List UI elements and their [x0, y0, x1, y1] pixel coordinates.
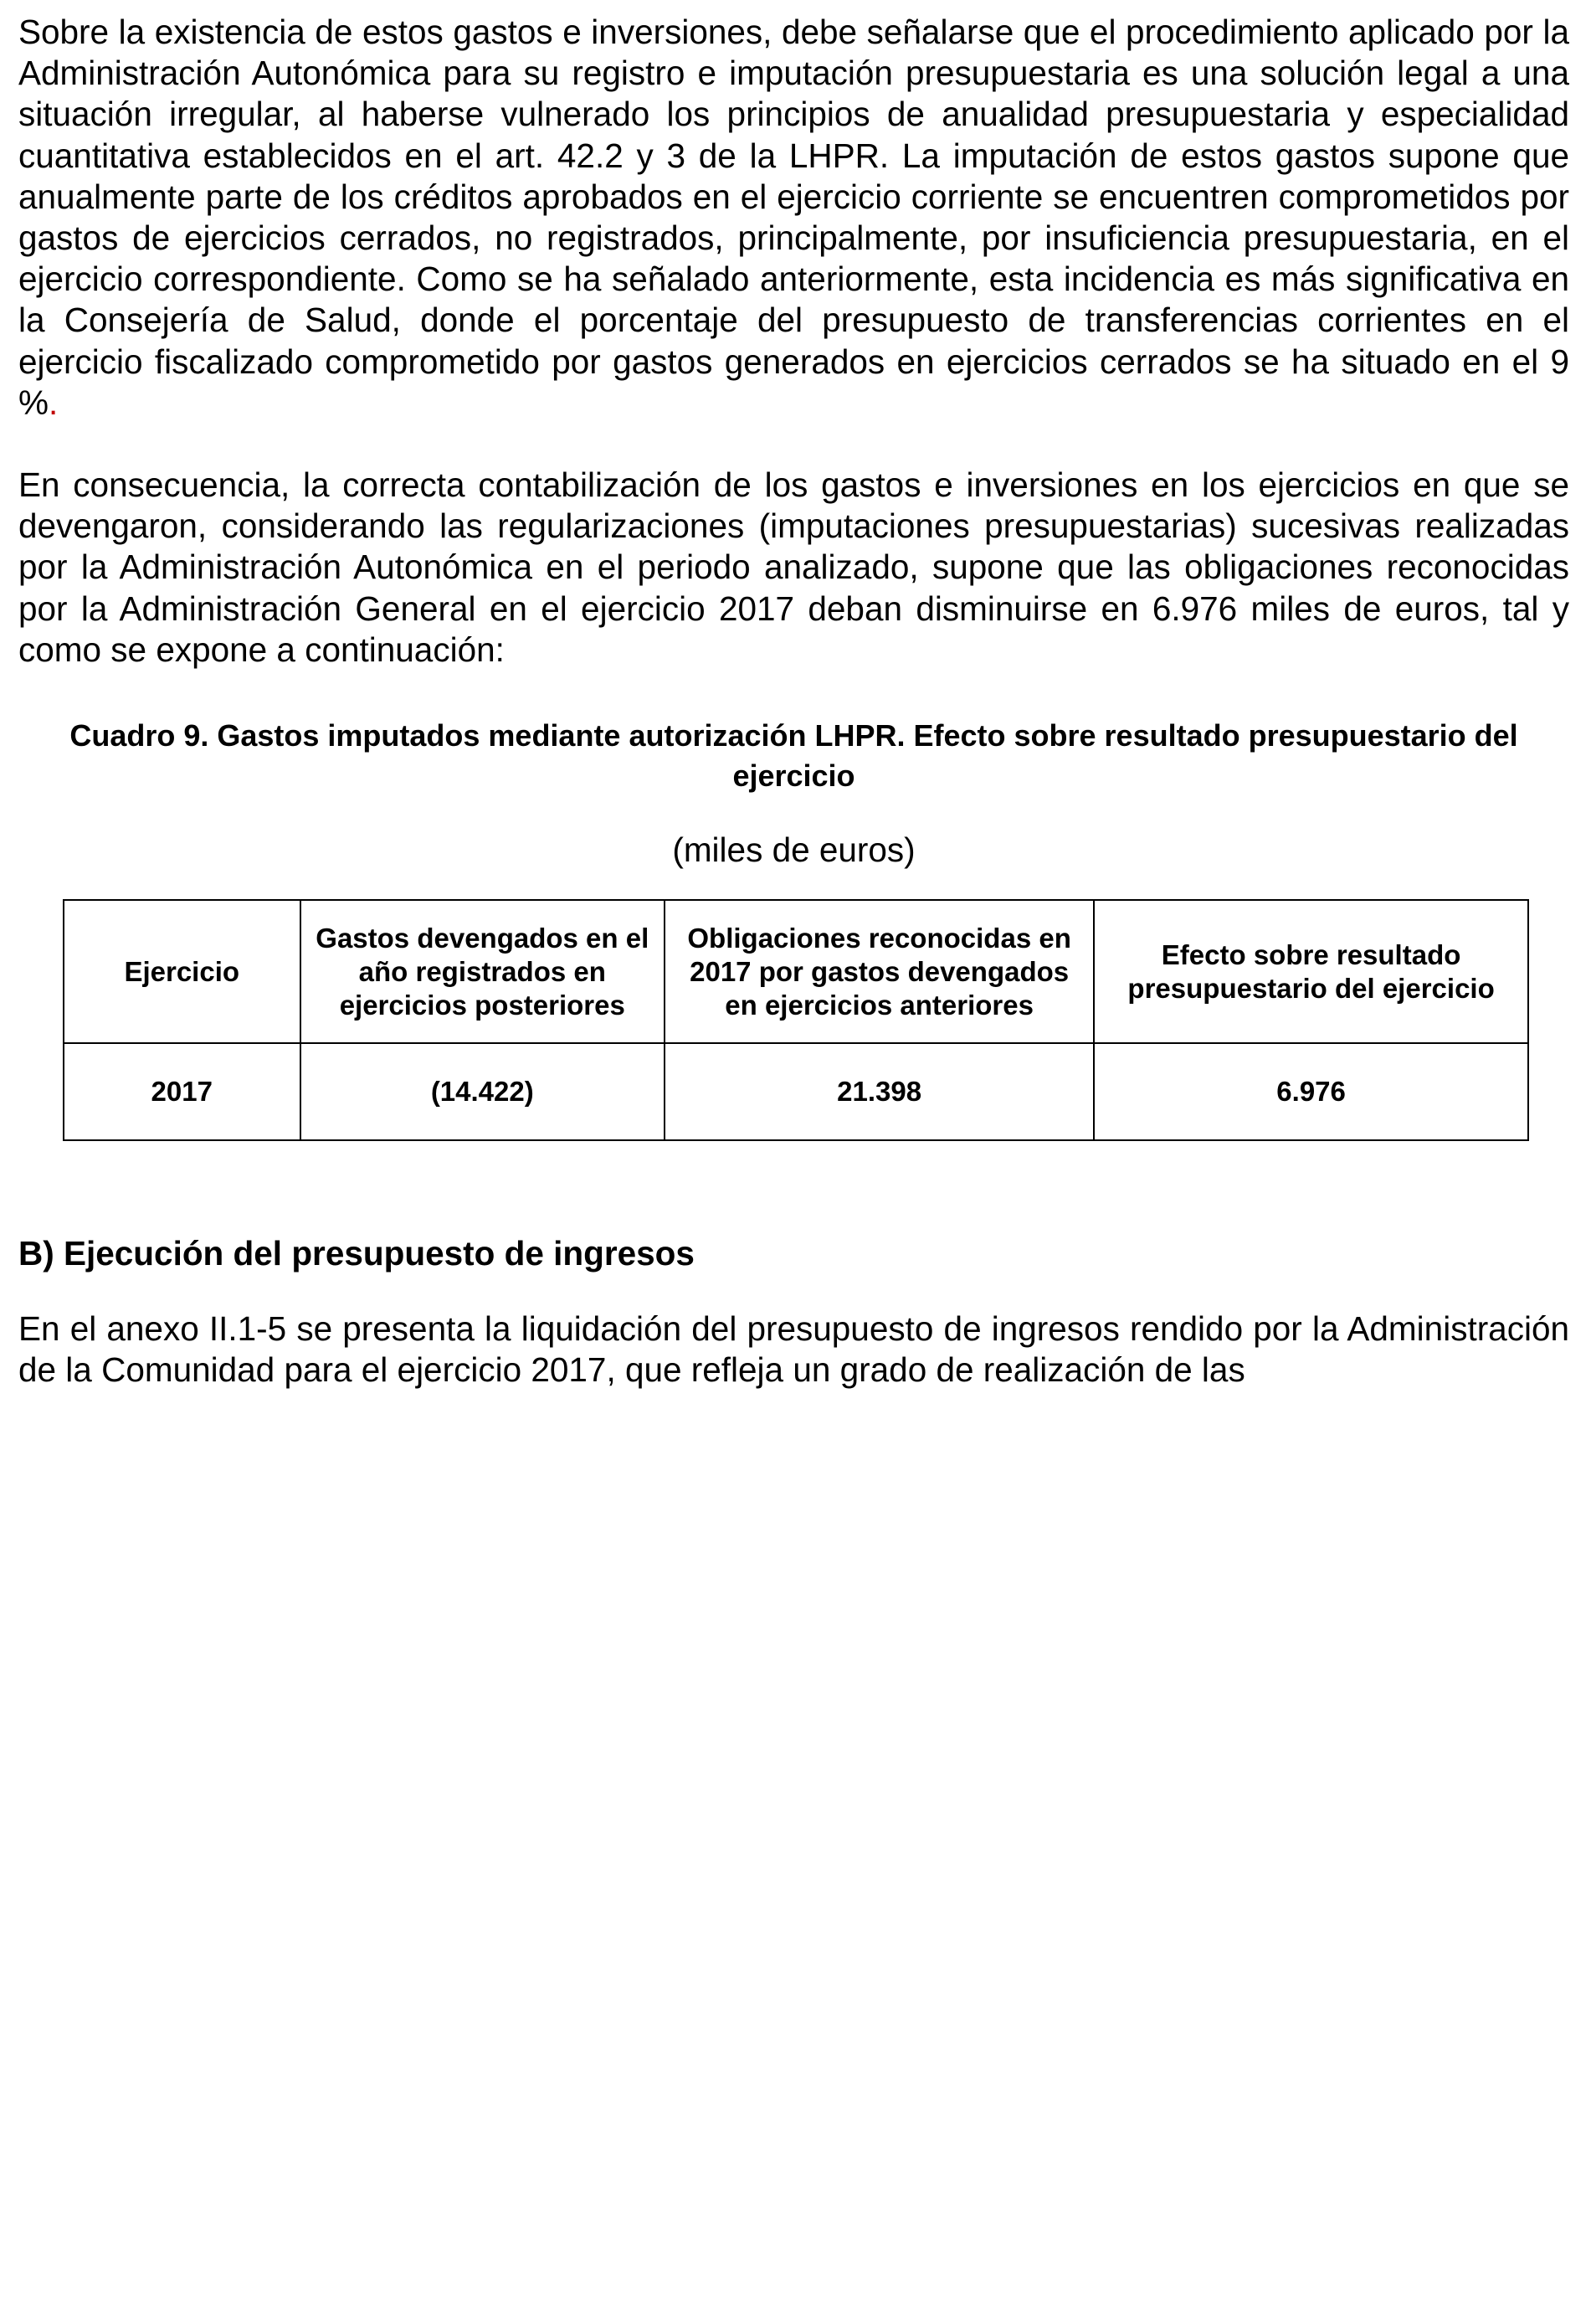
section-b-paragraph: En el anexo II.1-5 se presenta la liquidación del presupuesto de ingresos rendido por la Administración de la Comunidad para el ejercicio 2017, que refleja un grado de realización de las [18, 1309, 1569, 1390]
table-units: (miles de euros) [672, 830, 916, 870]
header-ejercicio: Ejercicio [64, 900, 300, 1043]
cell-obligaciones-reconocidas: 21.398 [665, 1043, 1094, 1140]
paragraph-consecuencia: En consecuencia, la correcta contabilización de los gastos e inversiones en los ejercicios en que se devengaron, considerando las regularizaciones (imputaciones presupuestarias) sucesivas realizadas por la Administración Autonómica en el periodo analizado, supone que las obligaciones reconocidas por la Administración General en el ejercicio 2017 deban disminuirse en 6.976 miles de euros, tal y como se expone a continuación: [18, 465, 1569, 669]
document-page [18, 12, 1569, 1391]
paragraph-1-text: Sobre la existencia de estos gastos e inversiones, debe señalarse que el procedimiento aplicado por la Administración Autonómica para su registro e imputación presupuestaria es una solución legal a una situación irregular, al haberse vulnerado los principios de anualidad presupuestaria y especialidad cuantitativa establecidos en el art. 42.2 y 3 de la LHPR. La imputación de estos gastos supone que anualmente parte de los créditos aprobados en el ejercicio corriente se encuentren comprometidos por gastos de ejercicios cerrados, no registrados, principalmente, por insuficiencia presupuestaria, en el ejercicio correspondiente. Como se ha señalado anteriormente, esta incidencia es más significativa en la Consejería de Salud, donde el porcentaje del presupuesto de transferencias corrientes en el ejercicio fiscalizado comprometido por gastos generados en ejercicios cerrados se ha situado en el 9 % [18, 13, 1569, 422]
cell-gastos-devengados: (14.422) [300, 1043, 665, 1140]
cuadro-9-table [63, 899, 1529, 1141]
paragraph-gastos-ejercicios-cerrados [18, 12, 1569, 424]
paragraph-1-red-period: . [49, 383, 59, 422]
header-obligaciones-reconocidas: Obligaciones reconocidas en 2017 por gastos devengados en ejercicios anteriores [665, 900, 1094, 1043]
cell-efecto-resultado: 6.976 [1094, 1043, 1528, 1140]
table-caption: Cuadro 9. Gastos imputados mediante autorización LHPR. Efecto sobre resultado presupuestario del ejercicio [69, 718, 1518, 794]
cell-ejercicio: 2017 [64, 1043, 300, 1140]
header-gastos-devengados: Gastos devengados en el año registrados en ejercicios posteriores [300, 900, 665, 1043]
table-header-row [64, 900, 1528, 1043]
table-row [64, 1043, 1528, 1140]
header-efecto-resultado: Efecto sobre resultado presupuestario del ejercicio [1094, 900, 1528, 1043]
section-b-heading: B) Ejecución del presupuesto de ingresos [18, 1234, 695, 1273]
